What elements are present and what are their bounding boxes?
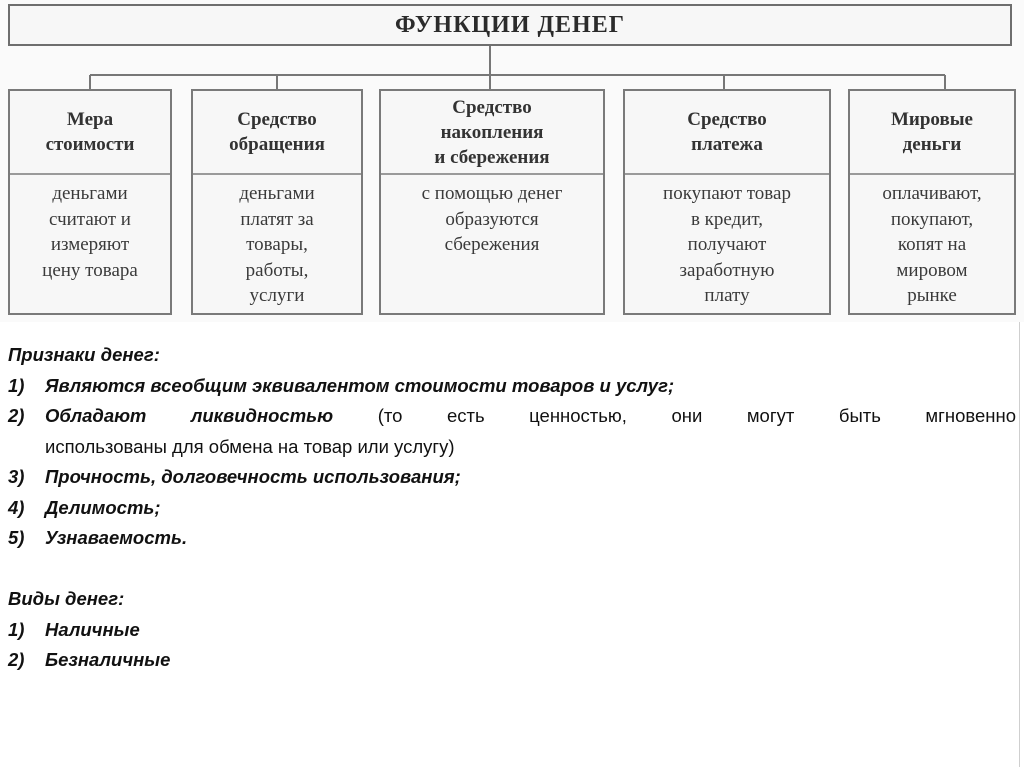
list-number: 1) — [8, 618, 25, 640]
list-text-line: использованы для обмена на товар или услугу) — [45, 435, 455, 457]
list-item — [8, 615, 1016, 646]
list-text-emphasis: Обладают ликвидностью — [45, 405, 334, 426]
function-box-world-money — [848, 89, 1016, 315]
function-description: деньгами считают и измеряют цену товара — [42, 183, 138, 281]
list-item — [8, 462, 1016, 493]
function-title: Средство накопления и сбережения — [381, 91, 603, 175]
list-item — [8, 523, 1016, 554]
function-title: Средство обращения — [193, 91, 361, 175]
list-number: 3) — [8, 466, 25, 487]
connector-lines — [0, 0, 1024, 95]
list-text-rest: (то есть ценностью, они могут быть мгновенно — [333, 405, 1016, 426]
list-text: Прочность, долговечность использования; — [45, 466, 461, 487]
diagram-title: ФУНКЦИИ ДЕНЕГ — [8, 4, 1012, 46]
list-text: Безналичные — [45, 649, 171, 670]
list-number: 5) — [8, 527, 25, 548]
function-title: Средство платежа — [625, 91, 829, 175]
list-number: 2) — [8, 649, 25, 670]
function-title: Мировые деньги — [850, 91, 1014, 175]
types-heading: Виды денег: — [8, 588, 125, 609]
list-number: 1) — [8, 374, 25, 396]
function-box-accumulation — [379, 89, 605, 315]
list-number: 2) — [8, 405, 25, 426]
list-number: 4) — [8, 496, 25, 518]
list-text: Являются всеобщим эквивалентом стоимости товаров и услуг; — [45, 374, 675, 396]
list-item — [8, 493, 1016, 524]
function-description: с помощью денег образуются сбережения — [421, 183, 563, 255]
signs-heading: Признаки денег: — [8, 344, 160, 365]
list-text-line — [45, 401, 1016, 432]
function-box-payment — [623, 89, 831, 315]
function-description: покупают товар в кредит, получают заработную плату — [663, 183, 791, 306]
list-text: Узнаваемость. — [45, 527, 188, 548]
function-description: деньгами платят за товары, работы, услуги — [239, 183, 315, 306]
list-item — [8, 371, 1016, 402]
slide-text — [8, 340, 1016, 676]
list-text: Делимость; — [45, 496, 161, 518]
list-item — [8, 401, 1016, 462]
list-text: Наличные — [45, 618, 140, 640]
function-box-circulation — [191, 89, 363, 315]
function-description: оплачивают, покупают, копят на мировом рынке — [882, 183, 982, 306]
list-item — [8, 645, 1016, 676]
function-box-measure — [8, 89, 172, 315]
function-title: Мера стоимости — [10, 91, 170, 175]
money-functions-diagram — [0, 0, 1024, 322]
